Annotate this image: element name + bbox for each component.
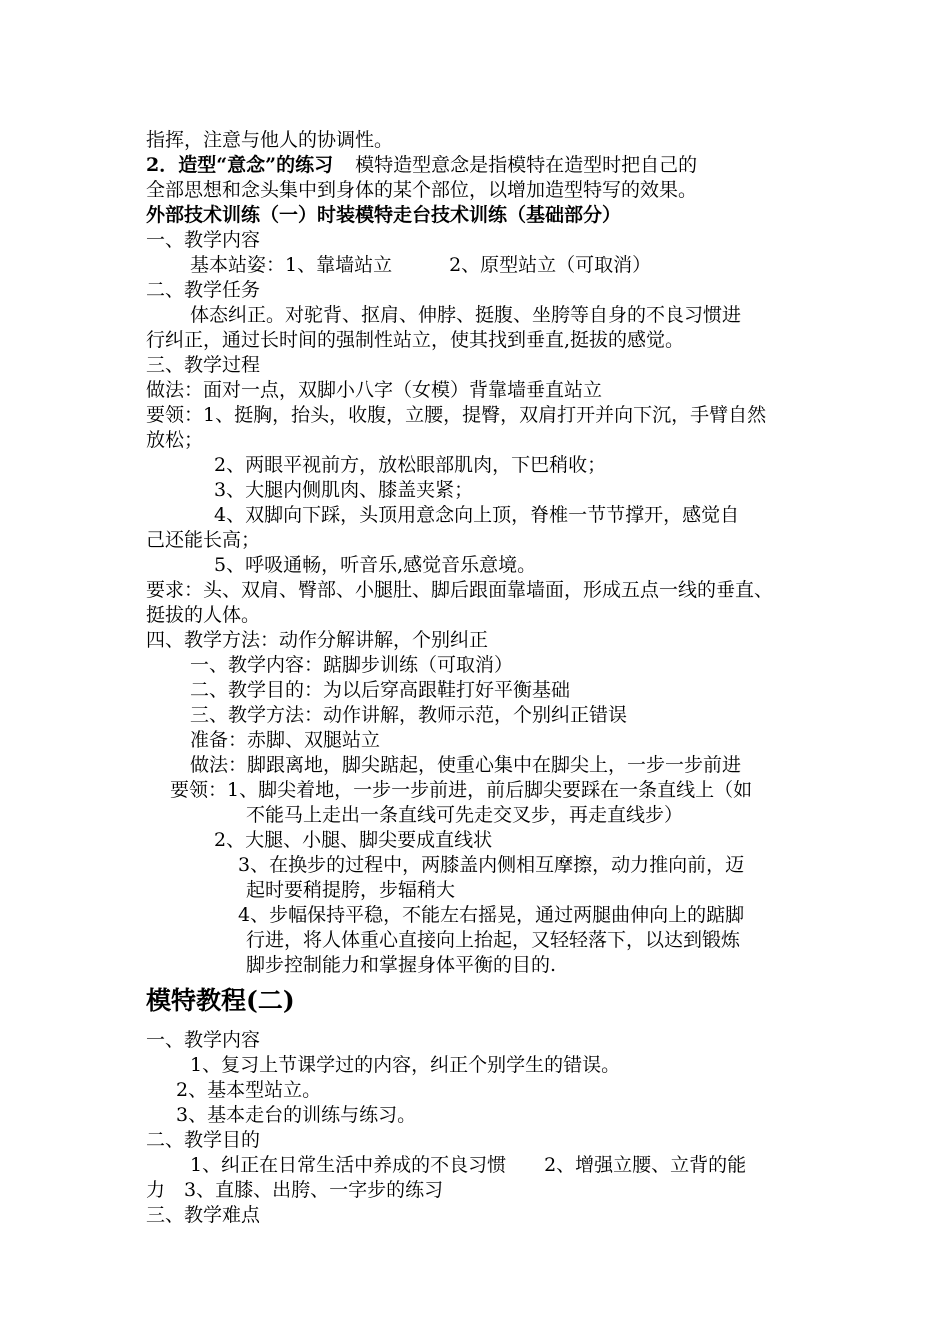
text-line: 脚步控制能力和掌握身体平衡的目的. xyxy=(246,954,557,976)
text-line: 全部思想和念头集中到身体的某个部位，以增加造型特写的效果。 xyxy=(146,179,698,201)
text-line: 二、教学任务 xyxy=(146,279,261,301)
text-line: 起时要稍提胯，步辐稍大 xyxy=(246,879,456,901)
text-line: 挺拔的人体。 xyxy=(146,604,261,626)
text-line: 一、教学内容：踮脚步训练（可取消） xyxy=(190,654,514,676)
text-line: 3、大腿内侧肌肉、膝盖夹紧； xyxy=(214,479,474,501)
text-line: 1、纠正在日常生活中养成的不良习惯 2、增强立腰、立背的能 xyxy=(190,1154,747,1176)
text-line: 二、教学目的：为以后穿高跟鞋打好平衡基础 xyxy=(190,679,571,701)
text-line: 指挥，注意与他人的协调性。 xyxy=(146,129,394,151)
text-line: 一、教学内容 xyxy=(146,229,261,251)
text-line: 己还能长高； xyxy=(146,529,261,551)
text-line: 2、基本型站立。 xyxy=(176,1079,322,1101)
text-line: 4、双脚向下踩，头顶用意念向上顶，脊椎一节节撑开，感觉自 xyxy=(214,504,740,526)
section-title: 模特教程(二) xyxy=(146,986,295,1015)
text-line: 要领：1、挺胸，抬头，收腹，立腰，提臀，双肩打开并向下沉，手臂自然 xyxy=(146,404,767,426)
text-line: 4、步幅保持平稳，不能左右摇晃，通过两腿曲伸向上的踮脚 xyxy=(238,904,745,926)
text-line: 放松； xyxy=(146,429,204,451)
text-line: 准备：赤脚、双腿站立 xyxy=(190,729,381,751)
section-heading: 外部技术训练（一）时装模特走台技术训练（基础部分） xyxy=(146,204,622,226)
text-line: 三、教学方法：动作讲解，教师示范，个别纠正错误 xyxy=(190,704,628,726)
text-line: 一、教学内容 xyxy=(146,1029,261,1051)
text-line: 三、教学过程 xyxy=(146,354,261,376)
exercise-paragraph xyxy=(146,153,697,177)
exercise-heading: 2．造型“意念”的练习 xyxy=(146,154,334,176)
text-line: 要领：1、脚尖着地，一步一步前进，前后脚尖要踩在一条直线上（如 xyxy=(170,779,753,801)
text-line: 力 3、直膝、出胯、一字步的练习 xyxy=(146,1179,444,1201)
text-line: 三、教学难点 xyxy=(146,1204,261,1226)
text-line: 四、教学方法：动作分解讲解，个别纠正 xyxy=(146,629,489,651)
text-line: 做法：脚跟离地，脚尖踮起，使重心集中在脚尖上，一步一步前进 xyxy=(190,754,742,776)
text-line: 要求：头、双肩、臀部、小腿肚、脚后跟面靠墙面，形成五点一线的垂直、 xyxy=(146,579,774,601)
text-line: 做法：面对一点，双脚小八字（女模）背靠墙垂直站立 xyxy=(146,379,603,401)
text-line: 1、复习上节课学过的内容，纠正个别学生的错误。 xyxy=(190,1054,621,1076)
exercise-text: 模特造型意念是指模特在造型时把自己的 xyxy=(355,154,698,176)
text-line: 2、大腿、小腿、脚尖要成直线状 xyxy=(214,829,493,851)
text-line: 行进，将人体重心直接向上抬起，又轻轻落下，以达到锻炼 xyxy=(246,929,741,951)
text-line: 3、基本走台的训练与练习。 xyxy=(176,1104,417,1126)
text-line: 二、教学目的 xyxy=(146,1129,261,1151)
text-line: 不能马上走出一条直线可先走交叉步，再走直线步） xyxy=(246,804,684,826)
text-line: 基本站姿：1、靠墙站立 2、原型站立（可取消） xyxy=(190,254,652,276)
text-line: 体态纠正。对驼背、抠肩、伸脖、挺腹、坐胯等自身的不良习惯进 xyxy=(190,304,742,326)
text-line: 5、呼吸通畅，听音乐,感觉音乐意境。 xyxy=(214,554,537,576)
text-line: 3、在换步的过程中，两膝盖内侧相互摩擦，动力推向前，迈 xyxy=(238,854,745,876)
text-line: 2、两眼平视前方，放松眼部肌肉，下巴稍收； xyxy=(214,454,607,476)
text-line: 行纠正，通过长时间的强制性站立，使其找到垂直,挺拔的感觉。 xyxy=(146,329,685,351)
